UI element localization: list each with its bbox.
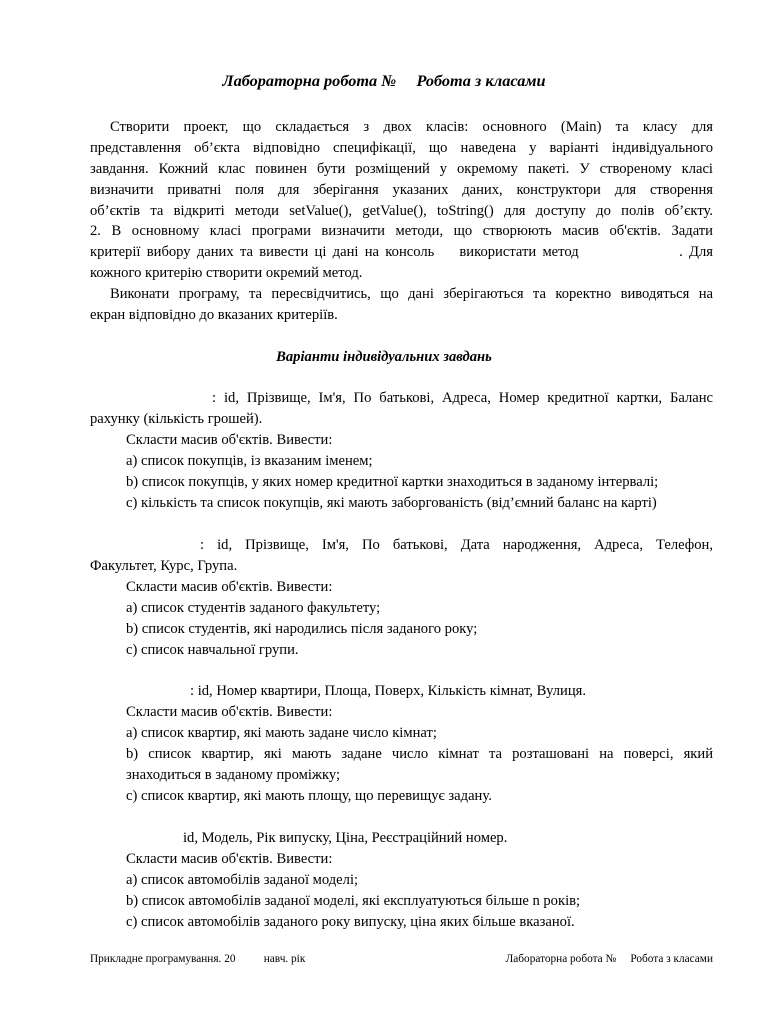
variant-item: b) список автомобілів заданої моделі, які експлуатуються більше n років; [126,893,581,909]
page-title: Лабораторна робота № Робота з класами [222,71,546,90]
variant-item: c) кількість та список покупців, які мають заборгованість (від’ємний баланс на карті) [126,495,657,511]
intro-paragraph [90,117,713,222]
variant-item: a) список автомобілів заданої моделі; [126,872,359,888]
item-2-line: критерії вибору даних та вивести ці дані на консоль використати метод . Для [90,244,713,260]
variant-2 [90,535,713,661]
variant-item: c) список квартир, які мають площу, що перевищує задану. [126,788,492,804]
section-title: Варіанти індивідуальних завдань [276,349,492,365]
intro-line: об’єктів та відкриті методи setValue(), getValue(), toString() для доступу до полів об’єкту. [90,203,713,219]
run-paragraph [90,284,713,326]
variant-item: b) список покупців, у яких номер кредитної картки знаходиться в заданому інтервалі; [126,474,659,490]
variant-item: c) список автомобілів заданого року випуску, ціна яких більше вказаної. [126,914,575,930]
variant-lead: Скласти масив об'єктів. Вивести: [126,851,333,867]
intro-line: представлення об’єкта відповідно специфікації, що наведена у варіанті індивідуального [90,140,713,156]
variant-spec-line: Факультет, Курс, Група. [90,558,238,574]
variant-lead: Скласти масив об'єктів. Вивести: [126,432,333,448]
variant-spec-line: : id, Прізвище, Ім'я, По батькові, Дата народження, Адреса, Телефон, [200,537,713,553]
item-2-paragraph [90,221,713,284]
variant-item: a) список студентів заданого факультету; [126,600,381,616]
variant-lead: Скласти масив об'єктів. Вивести: [126,579,333,595]
run-line: екран відповідно до вказаних критеріїв. [90,307,338,323]
page-footer [90,950,713,968]
variant-spec-line: рахунку (кількість грошей). [90,411,263,427]
variant-spec-line: : id, Прізвище, Ім'я, По батькові, Адреса, Номер кредитної картки, Баланс [212,390,713,406]
run-line: Виконати програму, та пересвідчитись, що дані зберігаються та коректно виводяться на [110,286,713,302]
variant-lead: Скласти масив об'єктів. Вивести: [126,704,333,720]
intro-line: завдання. Кожний клас повинен бути розміщений у окремому пакеті. У створеному класі [90,161,713,177]
item-2-line: 2. В основному класі програми визначити методи, що створюють масив об'єктів. Задати [90,223,713,239]
variant-item: a) список квартир, які мають задане число кімнат; [126,725,437,741]
variant-item: a) список покупців, із вказаним іменем; [126,453,373,469]
intro-line: визначити приватні поля для зберігання указаних даних, конструктори для створення [90,182,713,198]
variant-item: b) список квартир, які мають задане число кімнат та розташовані на поверсі, який [126,746,713,762]
variant-item: c) список навчальної групи. [126,642,299,658]
footer-right: Лабораторна робота № Робота з класами [505,953,713,965]
variant-spec-line: id, Модель, Рік випуску, Ціна, Реєстраційний номер. [183,830,508,846]
intro-line: Створити проект, що складається з двох класів: основного (Main) та класу для [110,119,713,135]
variant-item: b) список студентів, які народились після заданого року; [126,621,478,637]
variant-3 [90,681,713,807]
variant-spec-line: : id, Номер квартири, Площа, Поверх, Кількість кімнат, Вулиця. [190,683,587,699]
variant-4 [90,828,713,933]
variant-1 [90,388,713,514]
item-2-line: кожного критерію створити окремий метод. [90,265,363,281]
footer-left: Прикладне програмування. 20 навч. рік [90,953,306,965]
variant-item: знаходиться в заданому проміжку; [126,767,341,783]
